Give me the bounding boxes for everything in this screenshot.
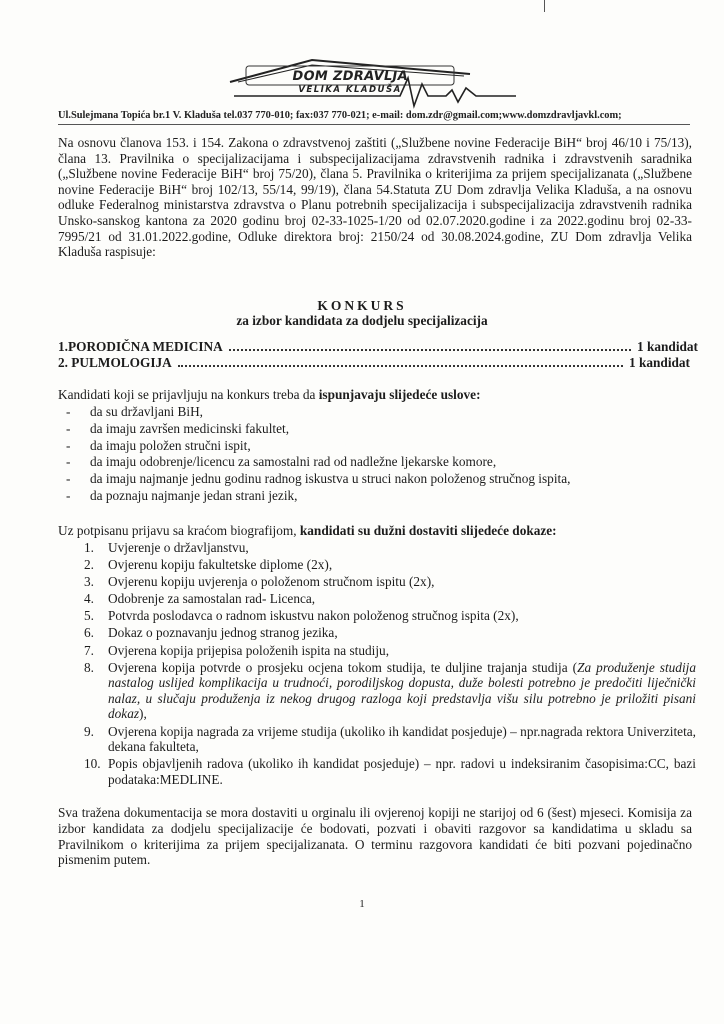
list-item: 3. Ovjerenu kopiju uvjerenja o položenom stručnom ispitu (2x), [84, 574, 435, 590]
documents-list [84, 540, 696, 789]
list-item: - da imaju završen medicinski fakultet, [66, 421, 570, 438]
list-item: - da imaju odobrenje/licencu za samostalni rad od nadležne ljekarske komore, [66, 454, 570, 471]
page-number: 1 [359, 898, 365, 910]
address-line: Ul.Sulejmana Topića br.1 V. Kladuša tel.037 770-010; fax:037 770-021; e-mail: dom.zdr@gmail.com;www.domzdravljavkl.com; [58, 110, 622, 121]
logo-name: DOM ZDRAVLJA [290, 69, 410, 84]
list-item: 10. Popis objavljenih radova (ukoliko ih kandidat posjeduje) – npr. radovi u indeksiranim časopisima:CC, bazi podataka:MEDLINE. [84, 756, 696, 787]
list-item: 4. Odobrenje za samostalan rad- Licenca, [84, 591, 316, 607]
documents-intro-bold: kandidati su dužni dostaviti slijedeće dokaze: [299, 523, 557, 538]
list-item: 9. Ovjerena kopija nagrada za vrijeme studija (ukoliko ih kandidat posjeduje) – npr.nagrada rektora Univerziteta, dekana fakulteta, [84, 723, 696, 755]
dot-leader [229, 349, 631, 351]
list-item: 8. Ovjerena kopija potvrde o prosjeku ocjena tokom studija, te duljine trajanja studija (Za produženje studija nastalog uslijed komplikacija u trudnoći, porodiljskog dopusta, duže bolesti potrebno je predočiti liječnički nalaz, u slučaju produženja iz nekog drugog razloga koji predstavlja višu silu potrebno je priložiti pisani dokaz), [84, 659, 696, 722]
list-item: - da imaju najmanje jednu godinu radnog iskustva u struci nakon položenog stručnog ispita, [66, 471, 570, 488]
documents-intro: Uz potpisanu prijavu sa kraćom biografijom, kandidati su dužni dostaviti slijedeće dokaze: [58, 523, 557, 538]
list-item: 5. Potvrda poslodavca o radnom iskustvu nakon položenog stručnog ispita (2x), [84, 608, 519, 624]
requirements-intro-bold: ispunjavaju slijedeće uslove: [318, 387, 481, 402]
logo-roof-ecg-icon [220, 56, 520, 112]
list-item: 1. Uvjerenje o državljanstvu, [84, 540, 249, 555]
position-name: 1.PORODIČNA MEDICINA [58, 339, 223, 354]
address-divider [58, 124, 690, 125]
document-title: KONKURS [317, 298, 407, 313]
intro-paragraph: Na osnovu članova 153. i 154. Zakona o zdravstvenoj zaštiti („Službene novine Federacije BiH“ broj 46/10 i 75/13), člana 13. Pravilnika o specijalizacijama i subspecijalizacijama zdravstvenih radnika i zdravstvenih saradnika („Službene novine Federacije BiH“ broj 75/20), člana 5. Pravilnika o kriterijima za prijem specijalizanata („Službene novine Federacije BiH“ broj 102/13, 55/14, 99/19), člana 54.Statuta ZU Dom zdravlja Velika Kladuša, a na osnovu odluke Federalnog ministarstva zdravstva o Planu potrebnih specijalizacija i subspecijalizacija zdravstvenih radnika Unsko-sanskog kantona za 2020 godinu broj 02-33-1025-1/20 od 02.07.2020.godine i za 2022.godinu broj 02-33-7995/21 od 31.01.2022.godine, Odluke direktora broj: 2150/24 od 30.08.2024.godine, ZU Dom zdravlja Velika Kladuša raspisuje: [58, 135, 692, 260]
list-item: 7. Ovjerena kopija prijepisa položenih ispita na studiju, [84, 642, 390, 658]
list-item: - da poznaju najmanje jedan strani jezik, [66, 488, 570, 505]
position-row [58, 355, 690, 371]
position-count: 1 kandidat [629, 355, 690, 370]
list-item: 2. Ovjerenu kopiju fakultetske diplome (2x), [84, 557, 333, 573]
closing-paragraph: Sva tražena dokumentacija se mora dostaviti u orginalu ili ovjerenoj kopiji ne starijoj od 6 (šest) mjeseci. Komisija za izbor kandidata za dodjelu specijalizacije će bodovati, pozvati i obaviti razgovor sa kandidatima u skladu sa Pravilnikom o kriterijima za prijem specijalizanata. O terminu razgovora kandidati će biti pozvani pojedinačno pismenim putem. [58, 805, 692, 868]
list-item: 6. Dokaz o poznavanju jednog stranog jezika, [84, 625, 338, 641]
scan-mark [544, 0, 545, 12]
requirements-intro: Kandidati koji se prijavljuju na konkurs treba da ispunjavaju slijedeće uslove: [58, 387, 481, 402]
requirements-list [66, 404, 570, 505]
dot-leader [178, 365, 623, 367]
list-item: - da imaju položen stručni ispit, [66, 438, 570, 455]
list-item: - da su državljani BiH, [66, 404, 570, 421]
position-row [58, 339, 698, 355]
position-count: 1 kandidat [637, 339, 698, 354]
logo [220, 56, 520, 112]
position-name: 2. PULMOLOGIJA [58, 355, 172, 370]
logo-subtitle: VELIKA KLADUŠA [298, 85, 402, 95]
document-subtitle: za izbor kandidata za dodjelu specijalizacija [236, 313, 488, 328]
